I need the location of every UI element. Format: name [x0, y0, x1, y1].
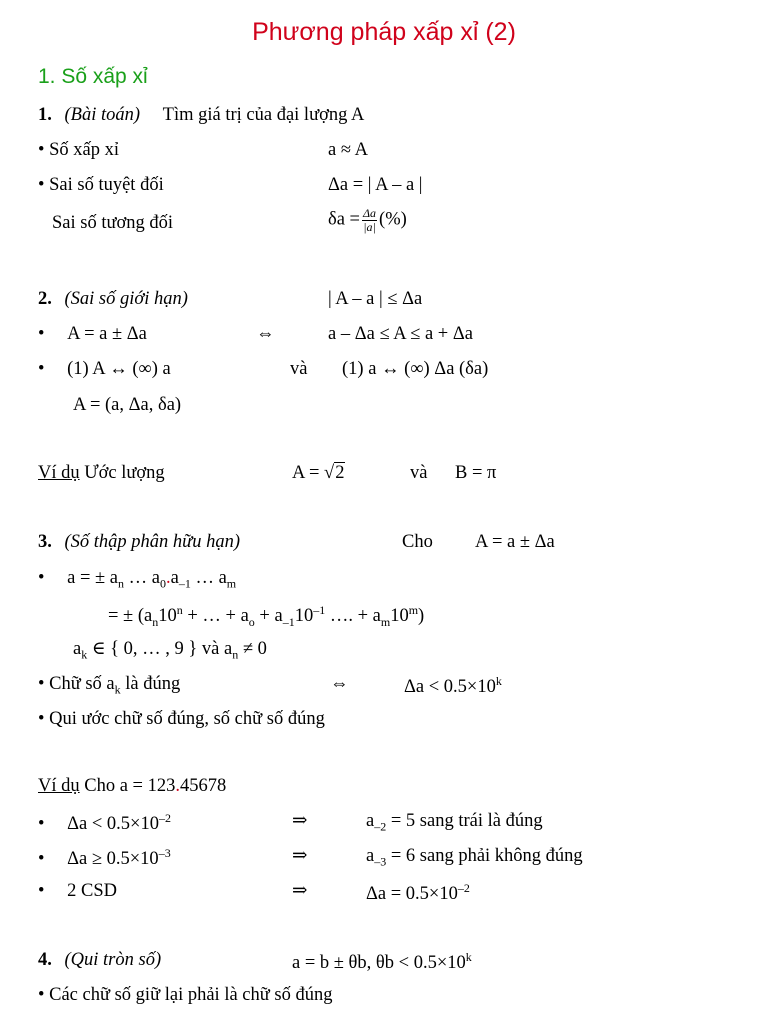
item-label: (Sai số giới hạn) [64, 289, 188, 309]
correspondence-a: (1) A ↔ (∞) a [67, 359, 171, 379]
correct-digit-formula: $\Delta a < 0.5\times 10^k$ [404, 674, 502, 698]
decimal-expansion: = ± ($a_n10^n$ + … + $a_o + a_{-1}10^{-1}$ …. + $a_m10^m$) [108, 603, 425, 629]
example-2-line [38, 777, 226, 796]
conclusion: $\Delta a = 0.5\times 10^{-2}$ [366, 881, 470, 905]
radicand: 2 [335, 463, 345, 483]
decimal-repr-row [38, 569, 236, 590]
implies-symbol: ⇒ [292, 881, 308, 901]
approx-number-row [38, 141, 119, 160]
bullet: • [38, 359, 45, 379]
rel-error-formula [328, 207, 407, 233]
example-1-b: B = π [455, 463, 497, 483]
item-number: 1. [38, 105, 52, 125]
decimal-repr: a = ± $a_n$ … $a_0.a_{-1}$ … $a_m$ [67, 568, 237, 591]
equivalence-row [38, 325, 147, 344]
formula-prefix: A = [292, 463, 320, 483]
correct-digit-row [38, 675, 180, 696]
convention-text: Qui ước chữ số đúng, số chữ số đúng [49, 709, 325, 729]
formula-prefix: δa = [328, 209, 360, 230]
example-value: Cho a = 123.45678 [84, 776, 227, 796]
example-1-a [292, 464, 345, 483]
decimal-point: . [175, 776, 180, 796]
triple-notation: A = (a, Δa, δa) [73, 395, 182, 415]
example-2-row-1 [38, 812, 171, 834]
slide-title: Phương pháp xấp xỉ (2) [252, 18, 516, 46]
decimal-point: . [165, 568, 171, 588]
problem-1-line [38, 106, 364, 125]
item-number: 4. [38, 950, 52, 970]
conclusion: $a_{-3} = 6$ sang phải không đúng [366, 846, 583, 869]
rounding-rule-row [38, 986, 332, 1005]
problem-3-line [38, 533, 240, 552]
bullet: • [38, 175, 45, 195]
sqrt-expression: √2 [324, 463, 345, 483]
formula-suffix: (%) [379, 209, 407, 230]
example-2-row-2 [38, 847, 171, 869]
correct-digit-text: Chữ số $a_k$ là đúng [49, 674, 181, 697]
item-number: 2. [38, 289, 52, 309]
problem-3-formula: A = a ± Δa [475, 532, 555, 552]
bullet: • [38, 324, 45, 344]
example-1-and: và [410, 463, 428, 483]
rounding-formula: a = b ± θb, $\theta b < 0.5\times 10^k$ [292, 950, 472, 974]
condition: 2 CSD [67, 881, 117, 901]
conclusion: $a_{-2} = 5$ sang trái là đúng [366, 811, 543, 834]
bullet: • [38, 881, 45, 901]
fraction-denominator: |a| [363, 219, 376, 234]
example-label: Ví dụ [38, 776, 80, 796]
bullet: • [38, 814, 45, 835]
bullet: • [38, 568, 45, 588]
limit-error-formula: | A – a | ≤ Δa [328, 289, 423, 309]
abs-error-formula: Δa = | A – a | [328, 175, 423, 195]
term-label: Số xấp xỉ [49, 140, 119, 160]
equivalence-left: A = a ± Δa [67, 324, 147, 344]
problem-3-cho: Cho [402, 532, 433, 552]
example-text: Ước lượng [84, 463, 165, 483]
item-number: 3. [38, 532, 52, 552]
term-label: Sai số tuyệt đối [49, 175, 164, 195]
example-label: Ví dụ [38, 463, 80, 483]
approx-formula: a ≈ A [328, 140, 368, 160]
correspondence-row [38, 360, 171, 379]
correspondence-and: và [290, 359, 308, 379]
bullet: • [38, 140, 45, 160]
digit-condition: $a_k$ ∈ { 0, … , 9 } và $a_n \ne 0$ [73, 639, 267, 662]
example-1-line [38, 464, 165, 483]
equivalence-right: a – Δa ≤ A ≤ a + Δa [328, 324, 473, 344]
bullet: • [38, 849, 45, 870]
abs-error-row [38, 176, 164, 195]
correspondence-b: (1) a ↔ (∞) Δa (δa) [342, 359, 489, 379]
bullet: • [38, 674, 45, 694]
condition: $\Delta a \ge 0.5\times 10^{-3}$ [67, 846, 171, 870]
section-heading: 1. Số xấp xỉ [38, 65, 148, 88]
equivalence-symbol: ⇔ [256, 324, 275, 344]
bullet: • [38, 709, 45, 729]
implies-symbol: ⇒ [292, 846, 308, 866]
problem-2-line [38, 290, 188, 309]
example-2-row-3 [38, 882, 117, 901]
condition: $\Delta a < 0.5\times 10^{-2}$ [67, 811, 171, 835]
fraction [362, 207, 377, 233]
item-label: (Qui tròn số) [64, 950, 162, 970]
equivalence-symbol: ⇔ [330, 674, 349, 694]
item-label: (Số thập phân hữu hạn) [64, 532, 241, 552]
convention-row [38, 710, 325, 729]
rel-error-label: Sai số tương đối [52, 213, 174, 233]
bullet: • [38, 985, 45, 1005]
item-text: Tìm giá trị của đại lượng A [162, 105, 365, 125]
problem-4-line [38, 951, 161, 970]
item-label: (Bài toán) [64, 105, 141, 125]
implies-symbol: ⇒ [292, 811, 308, 831]
fraction-numerator: Δa [363, 206, 377, 220]
rounding-rule-text: Các chữ số giữ lại phải là chữ số đúng [49, 985, 333, 1005]
